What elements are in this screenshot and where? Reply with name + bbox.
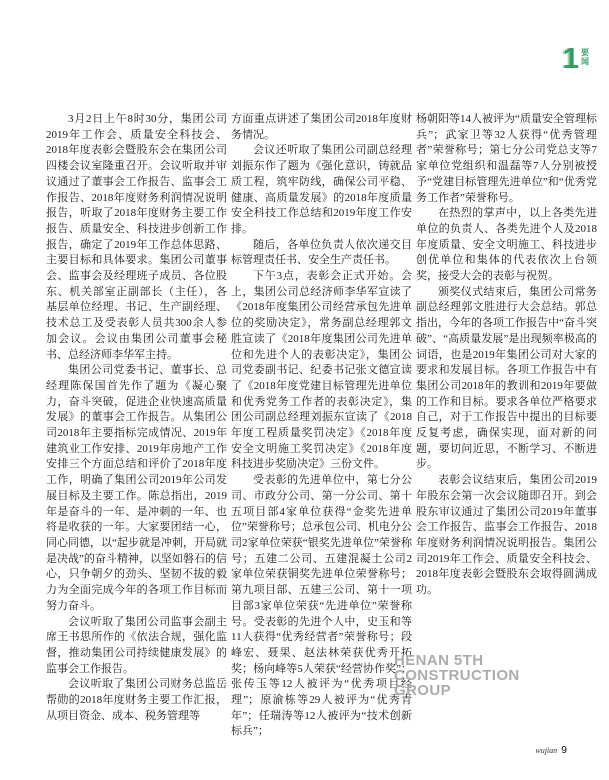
article-paragraph: 受表彰的先进单位中，第七分公司、市政分公司、第一分公司、第十五项目部4家单位获得“金奖先进单位”荣誉称号；总承包公司、机电分公司2家单位荣获“银奖先进单位”荣誉称号；五建二公司、五建混凝土公司2家单位荣获铜奖先进单位荣誉称号；第九项目部、五建三公司、第十一项目部3家单位荣获“先进单位”荣誉称号。受表彰的先进个人中，史玉和等11人获得“优秀经营者”荣誉称号；段峰宏、聂果、赵法林荣获优秀开拓奖；杨向峰等5人荣获“经营协作奖”；张传玉等12人被评为“优秀项目经理”；原渝栋等29人被评为“优秀青年”；任瑞涛等12人被评为“技术创新标兵”； [231,474,412,738]
article-paragraph: 表彰会议结束后，集团公司2019年股东会第一次会议随即召开。到会股东审议通过了集团公司2019年董事会工作报告、监事会工作报告、2018年度财务利润情况说明报告。集团公司2019年工作会、质量安全科技会、2018年度表彰会暨股东会取得圆满成功。 [416,474,597,597]
journal-name: wujian [535,746,558,755]
article-column-3 [416,112,597,599]
company-watermark [394,653,520,698]
section-number: 1 [562,43,579,75]
article-paragraph-continuation: 方面重点讲述了集团公司2018年度财务情况。 [231,113,412,141]
page-number: 9 [561,744,567,756]
section-label-char-bottom: 闻 [581,56,589,66]
article-paragraph: 会议听取了集团公司财务总监岳帮勋的2018年度财务主要工作汇报，从项目资金、成本、税务管理等 [46,678,227,722]
section-badge [562,43,589,75]
article-paragraph: 在热烈的掌声中，以上各类先进单位的负责人、各类先进个人及2018年度质量、安全文明施工、科技进步创优单位和集体的代表依次上台领奖，接受大会的表彰与祝贺。 [416,207,597,283]
company-watermark-line: HENAN 5TH [394,652,484,669]
article-paragraph: 集团公司党委书记、董事长、总经理陈保国首先作了题为《凝心聚力，奋斗突破，促进企业快速高质量发展》的董事会工作报告。从集团公司2018年主要指标完成情况、2019年建筑业工作安排、2019年房地产工作安排三个方面总结和评价了2018年度工作，明确了集团公司2019年公司发展目标及主要工作。陈总指出，2019年是奋斗的一年、是冲刺的一年、也将是收获的一年。大家要团结一心，同心同德，以“起步就是冲刺，开局就是决战”的奋斗精神，以坚如磐石的信心，只争朝夕的劲头、坚韧不拔的毅力为全面完成今年的各项工作目标而努力奋斗。 [46,364,227,612]
section-label [581,49,589,66]
page-footer [535,744,567,756]
company-watermark-line: CONSTRUCTION [394,667,520,684]
article-paragraph: 会议还听取了集团公司副总经理刘振东作了题为《强化意识，铸就品质工程，筑牢防线，确保公司平稳、健康、高质量发展》的2018年度质量安全科技工作总结和2019年度工作安排。 [231,144,412,235]
article-paragraph: 下午3点，表彰会正式开始。会上，集团公司总经济师李华军宣读了《2018年度集团公司经营承包先进单位的奖励决定》，常务副总经理郭文胜宣读了《2018年度集团公司先进单位和先进个人的表彰决定》，集团公司党委副书记、纪委书记张文德宣读了《2018年度党建目标管理先进单位和优秀党务工作者的表彰决定》，集团公司副总经理刘振东宣读了《2018年度工程质量奖罚决定》《2018年度安全文明施工奖罚决定》《2018年度科技进步奖励决定》三份文件。 [231,270,412,471]
article-paragraph: 3月2日上午8时30分，集团公司2019年工作会、质量安全科技会、2018年度表彰会暨股东会在集团公司四楼会议室隆重召开。会议听取并审议通过了董事会工作报告、监事会工作报告、2018年度财务利润情况说明报告，听取了2018年度财务主要工作报告、质量安全、科技进步创新工作报告，确定了2019年工作总体思路、主要目标和具体要求。集团公司董事会、监事会及经理班子成员、各位股东、机关部室正副部长（主任），各基层单位经理、书记、生产副经理、技术总工及受表彰人员共300余人参加会议。会议由集团公司董事会秘书、总经济师李华军主持。 [46,113,227,361]
article-column-2 [231,112,412,740]
article-paragraph: 会议听取了集团公司监事会副主席王书思所作的《依法合规，强化监督，推动集团公司持续健康发展》的监事会工作报告。 [46,615,227,675]
article-paragraph-continuation: 杨朝阳等14人被评为“质量安全管理标兵”；武家卫等32人获得“优秀管理者”荣誉称号；第七分公司党总支等7家单位党组织和温磊等7人分别被授予“党建目标管理先进单位”和“优秀党务工作者”荣誉称号。 [416,113,597,204]
article-paragraph: 随后，各单位负责人依次递交目标管理责任书、安全生产责任书。 [231,238,412,267]
company-watermark-line: GROUP [394,682,452,699]
section-label-char-top: 要 [581,48,589,57]
article-paragraph: 颁奖仪式结束后，集团公司常务副总经理郭文胜进行大会总结。郭总指出，今年的各项工作报告中“奋斗突破”、“高质量发展”是出现频率极高的词语，也是2019年集团公司对大家的要求和发展目标。各项工作报告中有集团公司2018年的教训和2019年要做的工作和目标。要求各单位严格要求自己，对于工作报告中提出的目标要反复考虑，确保实现，面对新的问题，要切问近思，不断学习、不断进步。 [416,285,597,471]
article-column-1 [46,112,227,724]
